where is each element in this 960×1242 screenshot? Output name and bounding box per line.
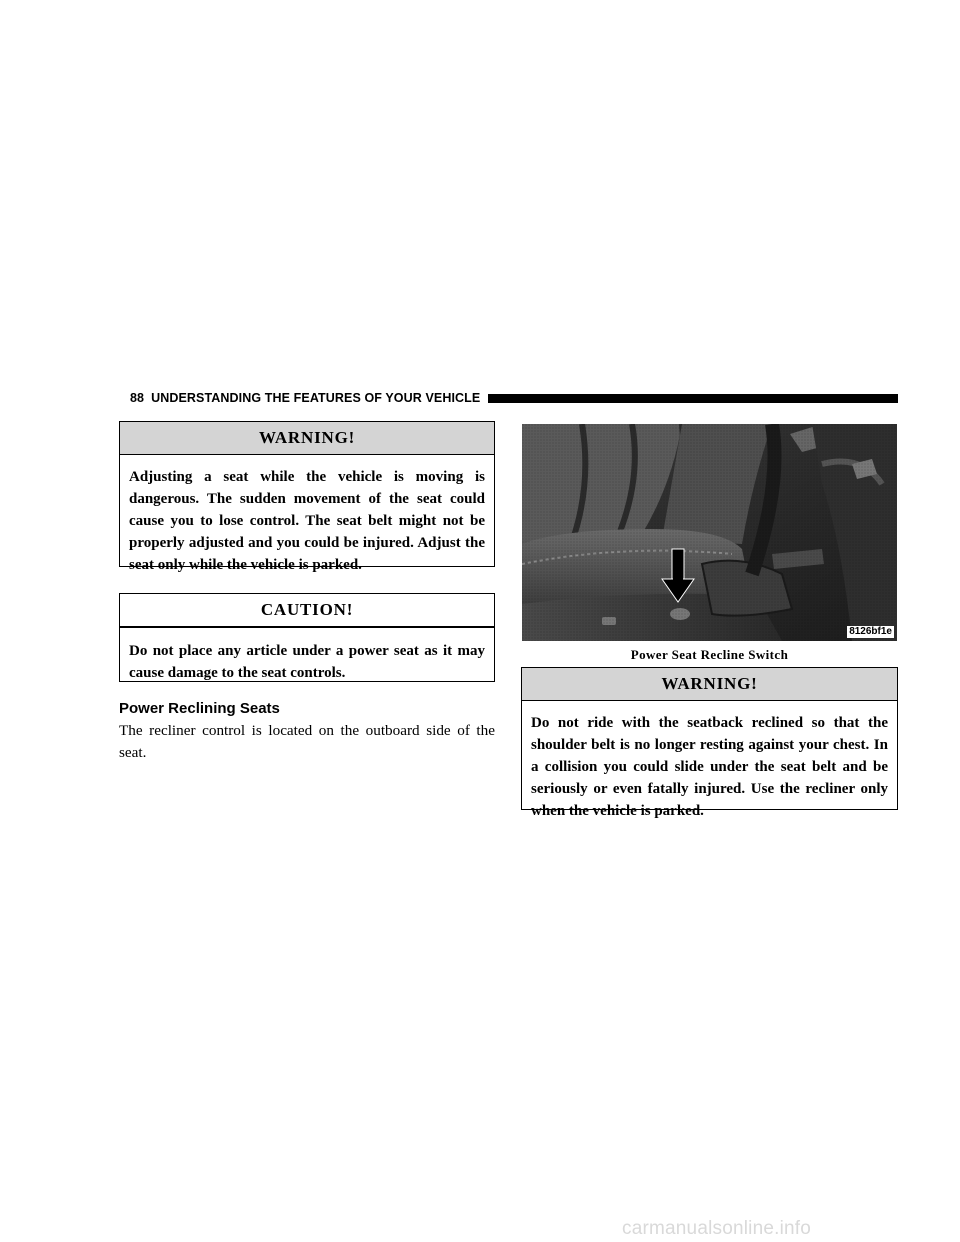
warning-box-recline: [521, 667, 898, 819]
warning-box-seat-adjust: [119, 421, 495, 573]
warning-title: WARNING!: [522, 668, 897, 701]
warning-title: WARNING!: [120, 422, 494, 455]
footer-watermark: carmanualsonline.info: [622, 1218, 812, 1239]
caution-box-power-seat: [119, 593, 495, 682]
seat-photo-illustration: [522, 424, 897, 641]
caution-body: Do not place any article under a power seat as it may cause damage to the seat controls.: [129, 642, 485, 681]
seat-recline-switch-photo: [522, 424, 897, 641]
page-header: [130, 390, 898, 406]
warning-body: Do not ride with the seatback reclined so that the shoulder belt is no longer resting against your chest. In a collision you could slide under the seat belt and be seriously or even fatally injured. Use the recliner only when the vehicle is parked.: [531, 715, 888, 819]
section-paragraph: The recliner control is located on the outboard side of the seat.: [119, 722, 495, 761]
header-title: UNDERSTANDING THE FEATURES OF YOUR VEHICLE: [151, 391, 481, 405]
section-heading: Power Reclining Seats: [119, 700, 280, 717]
figure-code: 8126bf1e: [849, 626, 892, 637]
warning-body: Adjusting a seat while the vehicle is moving is dangerous. The sudden movement of the seat could cause you to lose control. The seat belt might not be properly adjusted and you could be injured. Adjust the seat only while the vehicle is parked.: [129, 469, 485, 573]
header-rule: [488, 394, 898, 403]
figure-caption: Power Seat Recline Switch: [630, 647, 789, 662]
page-number: 88: [130, 391, 145, 405]
caution-title: CAUTION!: [120, 594, 494, 626]
